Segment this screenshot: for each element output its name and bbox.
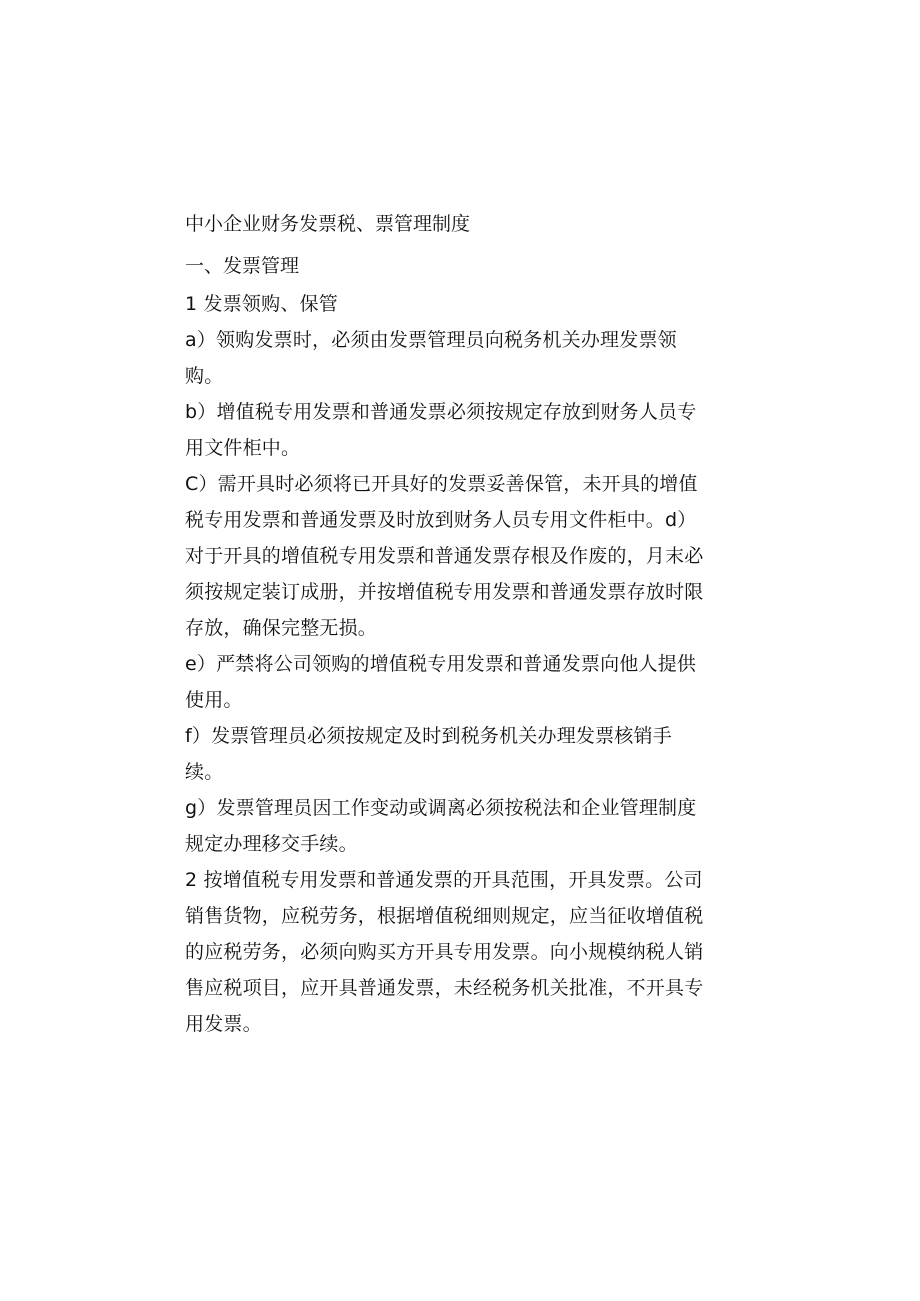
paragraph-item-2-line-4: 售应税项目，应开具普通发票，未经税务机关批准，不开具专 xyxy=(185,977,704,999)
paragraph-b-line-1: b）增值税专用发票和普通发票必须按规定存放到财务人员专 xyxy=(185,401,697,423)
document-body xyxy=(185,206,730,1042)
paragraph-g-line-2: 规定办理移交手续。 xyxy=(185,833,358,855)
paragraph-item-2-line-5: 用发票。 xyxy=(185,1013,262,1035)
paragraph-a-line-1: a）领购发票时，必须由发票管理员向税务机关办理发票领 xyxy=(185,329,677,351)
paragraph-c xyxy=(185,466,730,646)
paragraph-f-line-2: 续。 xyxy=(185,761,224,783)
subsection-heading-purchase-storage: 1 发票领购、保管 xyxy=(185,293,338,315)
paragraph-c-line-5: 存放，确保完整无损。 xyxy=(185,617,378,639)
paragraph-item-2-line-3: 的应税劳务，必须向购买方开具专用发票。向小规模纳税人销 xyxy=(185,941,704,963)
paragraph-item-2-line-1: 2 按增值税专用发票和普通发票的开具范围，开具发票。公司 xyxy=(185,869,703,891)
paragraph-f xyxy=(185,718,730,790)
paragraph-b-line-2: 用文件柜中。 xyxy=(185,437,301,459)
paragraph-e-line-1: e）严禁将公司领购的增值税专用发票和普通发票向他人提供 xyxy=(185,653,697,675)
paragraph-e xyxy=(185,646,730,718)
paragraph-b xyxy=(185,394,730,466)
paragraph-a xyxy=(185,322,730,394)
paragraph-c-line-2: 税专用发票和普通发票及时放到财务人员专用文件柜中。d） xyxy=(185,509,697,531)
paragraph-g-line-1: g）发票管理员因工作变动或调离必须按税法和企业管理制度 xyxy=(185,797,697,819)
paragraph-c-line-3: 对于开具的增值税专用发票和普通发票存根及作废的，月末必 xyxy=(185,545,704,567)
section-heading-invoice-management: 一、发票管理 xyxy=(185,255,300,277)
paragraph-e-line-2: 使用。 xyxy=(185,689,243,711)
paragraph-a-line-2: 购。 xyxy=(185,365,224,387)
paragraph-c-line-4: 须按规定装订成册，并按增值税专用发票和普通发票存放时限 xyxy=(185,581,704,603)
paragraph-c-line-1: C）需开具时必须将已开具好的发票妥善保管，未开具的增值 xyxy=(185,473,698,495)
paragraph-g xyxy=(185,790,730,862)
paragraph-item-2-line-2: 销售货物，应税劳务，根据增值税细则规定，应当征收增值税 xyxy=(185,905,704,927)
document-title: 中小企业财务发票税、票管理制度 xyxy=(185,213,471,235)
paragraph-item-2 xyxy=(185,862,730,1042)
paragraph-f-line-1: f）发票管理员必须按规定及时到税务机关办理发票核销手 xyxy=(185,725,672,747)
